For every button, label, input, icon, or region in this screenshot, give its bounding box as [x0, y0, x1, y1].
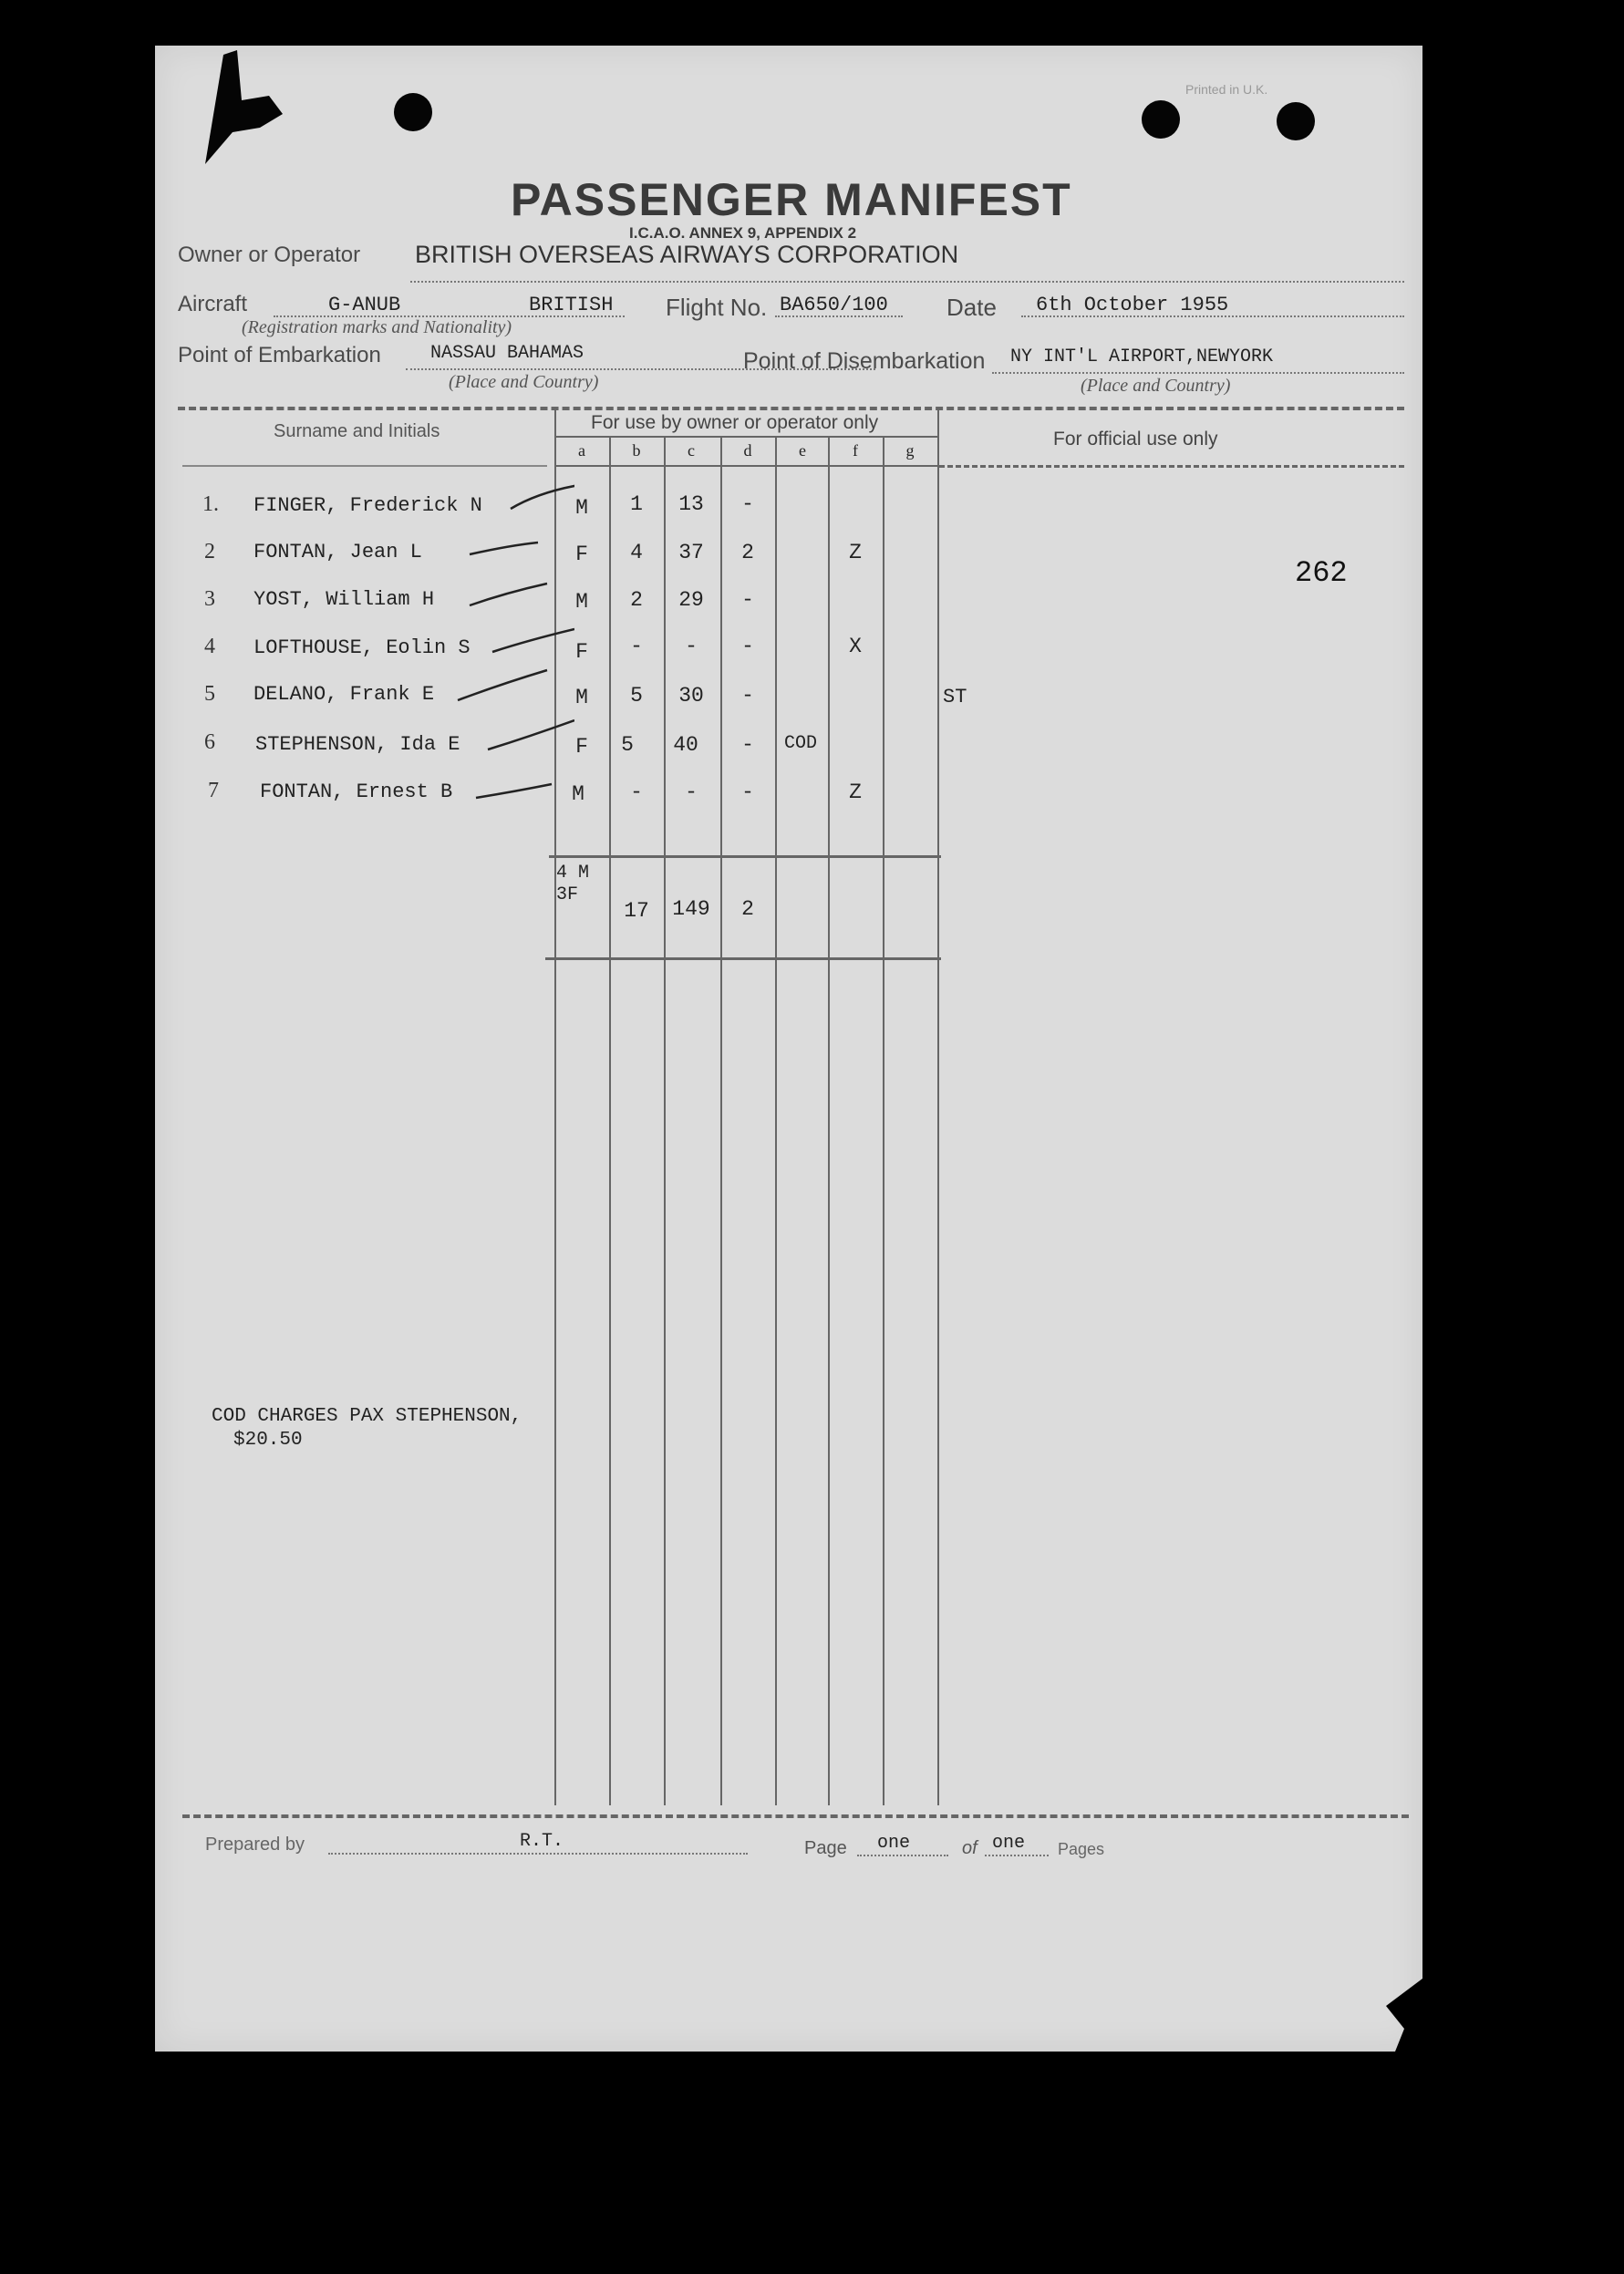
prepared-label: Prepared by [205, 1835, 305, 1855]
official-header-rule [939, 465, 1404, 468]
cell-b: 4 [630, 541, 643, 564]
operator-header-divider [554, 436, 937, 438]
row-number: 2 [204, 540, 215, 563]
manifest-sheet [155, 46, 1422, 2052]
of-label: of [962, 1838, 978, 1858]
disembarkation-value: NY INT'L AIRPORT,NEWYORK [1010, 346, 1274, 367]
page-dotline [857, 1855, 948, 1856]
row-number: 1. [202, 492, 219, 516]
cell-d: - [741, 588, 754, 612]
cell-d: - [741, 684, 754, 708]
embarkation-value: NASSAU BAHAMAS [430, 343, 584, 364]
operator-header: For use by owner or operator only [591, 412, 879, 433]
cell-c: - [685, 635, 698, 658]
total-d: 2 [741, 897, 754, 921]
cell-a: M [575, 686, 588, 709]
flight-dotline [775, 315, 903, 317]
prepared-value: R.T. [520, 1831, 564, 1852]
cell-c: 29 [678, 588, 704, 612]
total-c: 149 [672, 897, 710, 921]
aircraft-registration: G-ANUB [328, 294, 401, 316]
cell-d: - [741, 635, 754, 658]
cell-a: M [575, 496, 588, 520]
col-letter-a: a [578, 441, 585, 460]
page-subtitle: I.C.A.O. ANNEX 9, APPENDIX 2 [629, 224, 857, 242]
of-dotline [985, 1855, 1049, 1856]
passenger-name: FONTAN, Ernest B [260, 780, 453, 803]
owner-label: Owner or Operator [178, 243, 361, 267]
disembarkation-dotline [992, 372, 1404, 374]
prepared-dotline [328, 1853, 748, 1855]
page-title: PASSENGER MANIFEST [511, 174, 1072, 225]
official-header: For official use only [1053, 429, 1218, 450]
date-dotline [1021, 315, 1404, 317]
punch-hole-right-2 [1277, 102, 1315, 140]
passenger-name: YOST, William H [253, 588, 435, 611]
embarkation-label: Point of Embarkation [178, 343, 381, 367]
torn-edge [1368, 1942, 1432, 2061]
flight-label: Flight No. [666, 294, 768, 321]
disembarkation-note: (Place and Country) [1081, 376, 1231, 396]
row-number: 7 [208, 779, 219, 802]
aircraft-label: Aircraft [178, 292, 248, 316]
cell-a: M [572, 782, 584, 806]
flight-number: BA650/100 [780, 294, 888, 316]
cell-b: 1 [630, 492, 643, 516]
owner-value: BRITISH OVERSEAS AIRWAYS CORPORATION [415, 241, 959, 268]
row-number: 3 [204, 587, 215, 611]
handwritten-marks [155, 46, 574, 866]
column-header-bottom [554, 465, 937, 467]
embarkation-note: (Place and Country) [449, 372, 599, 392]
punch-hole-right-1 [1142, 100, 1180, 139]
col-divider-7 [937, 410, 939, 1805]
disembarkation-label: Point of Disembarkation [743, 348, 986, 374]
cell-b: - [630, 635, 643, 658]
cell-c: 40 [673, 733, 698, 757]
col-letter-d: d [743, 441, 752, 460]
cell-c: - [685, 780, 698, 804]
cell-a: F [575, 640, 588, 664]
surname-header: Surname and Initials [274, 421, 440, 441]
cell-f: X [849, 635, 862, 658]
passenger-name: DELANO, Frank E [253, 683, 435, 706]
table-bottom-rule [182, 1814, 1409, 1818]
col-letter-c: c [688, 441, 695, 460]
row-number: 6 [204, 730, 215, 754]
pages-label: Pages [1058, 1840, 1105, 1858]
col-letter-g: g [905, 441, 915, 460]
total-a-line1: 4 M [556, 863, 590, 884]
printer-stamp: Printed in U.K. [1185, 82, 1268, 97]
passenger-name: STEPHENSON, Ida E [255, 733, 460, 756]
page-value: one [877, 1833, 911, 1854]
cell-b: 2 [630, 588, 643, 612]
cell-f: Z [849, 541, 862, 564]
col-letter-f: f [853, 441, 858, 460]
row-number: 5 [204, 682, 215, 706]
cell-a: F [575, 735, 588, 759]
cell-d: - [741, 733, 754, 757]
cell-c: 30 [678, 684, 704, 708]
col-letter-e: e [799, 441, 806, 460]
col-divider-6 [883, 438, 884, 1805]
cell-e: COD [783, 733, 817, 754]
page-label: Page [804, 1838, 847, 1858]
cell-a: F [575, 543, 588, 566]
official-note: ST [943, 686, 967, 708]
cell-b: 5 [630, 684, 643, 708]
cell-c: 13 [678, 492, 704, 516]
cell-d: - [741, 780, 754, 804]
sheet-number: 262 [1295, 556, 1348, 590]
cell-c: 37 [678, 541, 704, 564]
cod-note-line1: COD CHARGES PAX STEPHENSON, [212, 1406, 522, 1427]
totals-bottom-line [545, 957, 941, 960]
cell-d: 2 [741, 541, 754, 564]
total-b: 17 [624, 899, 649, 923]
passenger-name: FINGER, Frederick N [253, 494, 482, 517]
passenger-name: FONTAN, Jean L [253, 541, 422, 563]
cell-d: - [741, 492, 754, 516]
cell-f: Z [849, 780, 862, 804]
total-a-line2: 3F [556, 884, 579, 905]
of-value: one [992, 1833, 1026, 1854]
totals-top-line [549, 855, 941, 858]
aircraft-note: (Registration marks and Nationality) [242, 317, 512, 337]
aircraft-nationality: BRITISH [529, 294, 614, 316]
date-label: Date [946, 294, 997, 321]
passenger-name: LOFTHOUSE, Eolin S [253, 636, 471, 659]
date-value: 6th October 1955 [1036, 294, 1229, 316]
col-letter-b: b [632, 441, 641, 460]
col-divider-4 [775, 438, 777, 1805]
row-number: 4 [204, 635, 215, 658]
cod-note-line2: $20.50 [233, 1430, 303, 1451]
cell-b: 5 [621, 733, 634, 757]
cell-a: M [575, 590, 588, 614]
cell-b: - [630, 780, 643, 804]
